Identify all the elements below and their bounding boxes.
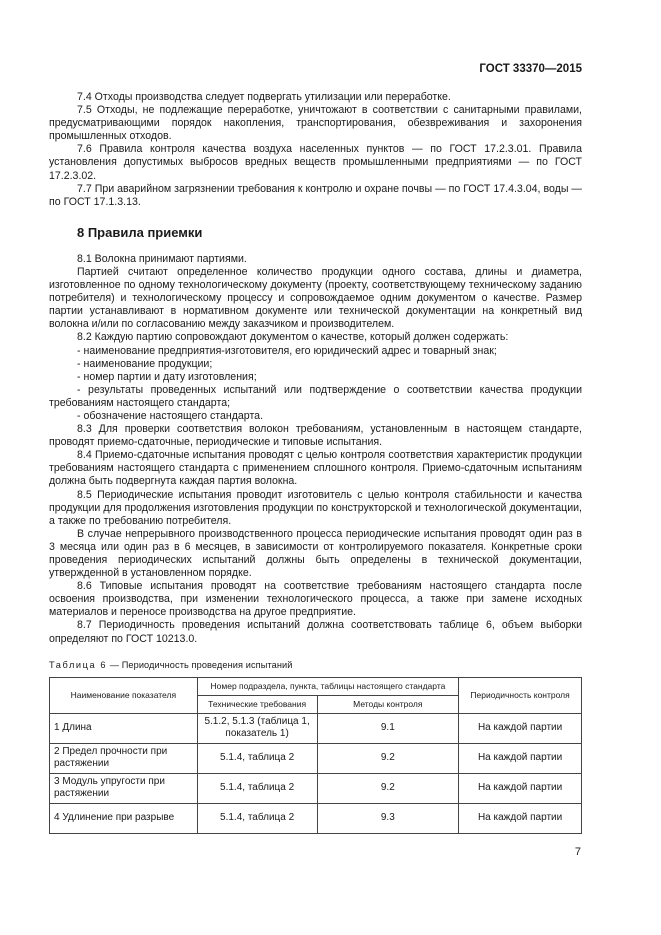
- paragraph-8-4: 8.4 Приемо-сдаточные испытания проводят с целью контроля соответствия характеристик продукции требованиям настоящего стандарта с применением сплошного контроля. Приемо-сдаточным испытаниям должна быть подвергнута каждая партия волокна.: [49, 449, 582, 488]
- list-item: - наименование продукции;: [77, 357, 213, 370]
- table-row: [50, 773, 582, 803]
- paragraph-continuous-process: В случае непрерывного производственного процесса периодические испытания проводят один раз в 3 месяца или один раз в 6 месяцев, в зависимости от контролируемого показателя. Конкретные сроки проведения периодических испытаний должны быть определены в технической документации, утвержденной в установленном порядке.: [49, 527, 582, 580]
- cell-indicator: 1 Длина: [50, 713, 198, 743]
- table-6: [49, 677, 582, 834]
- cell-period: На каждой партии: [459, 713, 582, 743]
- list-item: - наименование предприятия-изготовителя, его юридический адрес и товарный знак;: [77, 344, 497, 357]
- paragraph-7-4: 7.4 Отходы производства следует подвергать утилизации или переработке.: [77, 91, 451, 103]
- page-content: [49, 91, 582, 834]
- header-periodicity: Периодичность контроля: [459, 677, 582, 713]
- table-row: [50, 743, 582, 773]
- paragraph-8-2: 8.2 Каждую партию сопровождают документом о качестве, который должен содержать:: [77, 331, 509, 344]
- paragraph-7-6: 7.6 Правила контроля качества воздуха населенных пунктов — по ГОСТ 17.2.3.01. Правила установления допустимых выбросов вредных веществ промышленными предприятиями — по ГОСТ 17.2.3.02.: [49, 143, 582, 182]
- paragraph-8-1: 8.1 Волокна принимают партиями.: [77, 252, 247, 265]
- paragraph-8-5: 8.5 Периодические испытания проводит изготовитель с целью контроля стабильности и качества продукции для продолжения изготовления продукции по конструкторской и технологической документации, а также по требованию потребителя.: [49, 488, 582, 527]
- cell-indicator: 4 Удлинение при разрыве: [50, 803, 198, 833]
- cell-method: 9.2: [317, 773, 459, 803]
- cell-period: На каждой партии: [459, 773, 582, 803]
- list-item: - номер партии и дату изготовления;: [77, 370, 257, 383]
- paragraph-8-6: 8.6 Типовые испытания проводят на соответствие требованиям настоящего стандарта после освоения производства, при изменении технологического процесса, а также при замене исходных материалов и переносе производства на другое предприятие.: [49, 580, 582, 619]
- list-item: - обозначение настоящего стандарта.: [77, 409, 264, 422]
- paragraph-8-3: 8.3 Для проверки соответствия волокон требованиям, установленным в настоящем стандарте, проводят приемо-сдаточные, периодические и типовые испытания.: [49, 423, 582, 449]
- cell-tech: 5.1.4, таблица 2: [197, 773, 317, 803]
- cell-tech: 5.1.4, таблица 2: [197, 743, 317, 773]
- table-6-label: Таблица 6: [49, 659, 108, 670]
- document-code: ГОСТ 33370—2015: [479, 63, 582, 75]
- header-section-number: Номер подраздела, пункта, таблицы настоящего стандарта: [197, 677, 458, 695]
- table-row: [50, 713, 582, 743]
- table-6-title: — Периодичность проведения испытаний: [109, 659, 293, 670]
- paragraph-7-5: 7.5 Отходы, не подлежащие переработке, уничтожают в соответствии с санитарными правилами, предусматривающими порядок накопления, транспортирования, обезвреживания и захоронения промышленных отходов.: [49, 104, 582, 143]
- paragraph-8-7: 8.7 Периодичность проведения испытаний должна соответствовать таблице 6, объем выборки определяют по ГОСТ 10213.0.: [49, 619, 582, 645]
- header-indicator-name: Наименование показателя: [50, 677, 198, 713]
- header-technical-requirements: Технические требования: [197, 695, 317, 713]
- table-row: [50, 803, 582, 833]
- table-header-row: [50, 677, 582, 695]
- cell-method: 9.2: [317, 743, 459, 773]
- page-number: 7: [574, 846, 581, 858]
- list-item: - результаты проведенных испытаний или подтверждение о соответствии качества продукции требованиям настоящего стандарта;: [49, 383, 582, 409]
- cell-method: 9.3: [317, 803, 459, 833]
- cell-period: На каждой партии: [459, 803, 582, 833]
- cell-method: 9.1: [317, 713, 459, 743]
- header-control-methods: Методы контроля: [317, 695, 459, 713]
- cell-period: На каждой партии: [459, 743, 582, 773]
- paragraph-7-7: 7.7 При аварийном загрязнении требования к контролю и охране почвы — по ГОСТ 17.4.3.04, воды — по ГОСТ 17.1.3.13.: [49, 182, 582, 208]
- cell-tech: 5.1.2, 5.1.3 (таблица 1, показатель 1): [197, 713, 317, 743]
- table-6-caption: [49, 659, 582, 672]
- cell-indicator: 2 Предел прочности при растяжении: [50, 743, 198, 773]
- section-8-title: 8 Правила приемки: [77, 224, 203, 240]
- cell-indicator: 3 Модуль упругости при растяжении: [50, 773, 198, 803]
- cell-tech: 5.1.4, таблица 2: [197, 803, 317, 833]
- paragraph-lot-definition: Партией считают определенное количество продукции одного состава, длины и диаметра, изготовленное по одному технологическому документу (проекту, соответствующему техническому заданию потребителя) и технологическому процессу и сопровождаемое одним документом о качестве. Размер партии устанавливают в нормативном документе или технической документации на конкретный вид волокна и/или по согласованию между заказчиком и производителем.: [49, 265, 582, 331]
